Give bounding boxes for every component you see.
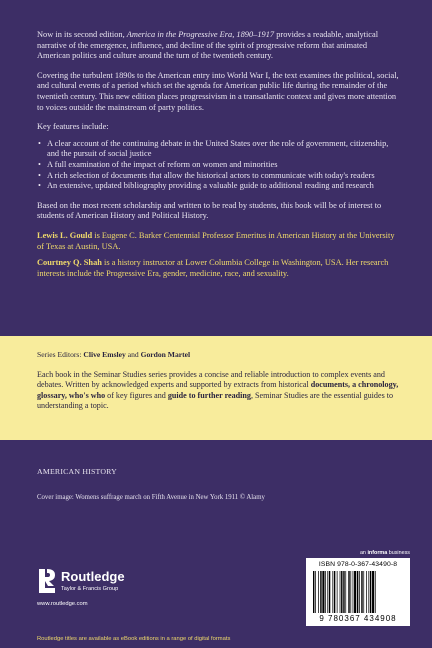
- features-list: [37, 139, 399, 192]
- barcode-box: [306, 558, 410, 626]
- barcode-bar: [361, 571, 362, 613]
- publisher-url[interactable]: www.routledge.com: [37, 601, 88, 607]
- book-title: America in the Progressive Era, 1890–1917: [126, 30, 275, 39]
- barcode-bar: [372, 571, 374, 613]
- barcode-bar: [350, 571, 351, 613]
- series-description: Each book in the Seminar Studies series provides a concise and reliable introduction to complex events and debates. Written by acknowledged experts and supported by extracts from historical documents, a chronology, glossary, who's who of key figures and guide to further reading, Seminar Studies are the essential guides to understanding a topic.: [37, 370, 399, 410]
- series-band: [0, 336, 432, 440]
- barcode-bar: [315, 571, 316, 613]
- barcode-bar: [370, 571, 371, 613]
- barcode-bar: [322, 571, 324, 613]
- author-name: Courtney Q. Shah: [37, 258, 102, 268]
- barcode-bar: [332, 571, 333, 613]
- barcode-bar: [359, 571, 360, 613]
- intro-paragraph-2: Covering the turbulent 1890s to the American entry into World War I, the text examines the political, social, and cultural events of a period which set the agenda for American public life during the remainder of the twentieth century. This new edition places progressivism in a transatlantic context and gives more attention to voices outside the mainstream of party politics.: [37, 70, 399, 112]
- barcode-bar: [320, 571, 321, 613]
- barcode-bar: [348, 571, 349, 613]
- publisher-name: Routledge: [61, 569, 125, 584]
- routledge-mark-icon: [37, 568, 57, 594]
- list-item: • A rich selection of documents that allow the historical actors to communicate with today's readers: [37, 171, 399, 182]
- barcode-bar: [345, 571, 346, 613]
- barcode-bar: [325, 571, 326, 613]
- ebook-footnote: Routledge titles are available as eBook editions in a range of digital formats: [37, 636, 231, 642]
- cover-credit: Cover image: Womens suffrage march on Fifth Avenue in New York 1911 © Alamy: [37, 494, 265, 501]
- barcode-bar: [329, 571, 330, 613]
- barcode-bar: [337, 571, 338, 613]
- barcode-bar: [341, 571, 342, 613]
- list-item: • A clear account of the continuing debate in the United States over the role of government, citizenship, and the pursuit of social justice: [37, 139, 399, 160]
- routledge-logo: [37, 568, 177, 610]
- back-cover-bottom: [0, 440, 432, 648]
- barcode-bar: [327, 571, 328, 613]
- author-bio-2: Courtney Q. Shah is a history instructor at Lower Columbia College in Washington, USA. Her research interests include the Progressive Era, gender, medicine, race, and sexuality.: [37, 258, 389, 278]
- barcode-bar: [366, 571, 367, 613]
- author-bio-1: Lewis L. Gould is Eugene C. Barker Centennial Professor Emeritus in American History at the University of Texas at Austin, USA.: [37, 230, 395, 251]
- informa-tagline: an informa business: [359, 550, 410, 556]
- barcode-bar: [313, 571, 314, 613]
- blurb: [37, 30, 399, 285]
- isbn-text: ISBN 978-0-367-43490-8: [318, 561, 398, 568]
- barcode-bar: [353, 571, 354, 613]
- publisher-group: Taylor & Francis Group: [61, 586, 119, 592]
- barcode-number: 9 780367 434908: [319, 614, 397, 623]
- list-item: • A full examination of the impact of reform on women and minorities: [37, 160, 399, 171]
- barcode-bar: [368, 571, 369, 613]
- subject-category: AMERICAN HISTORY: [37, 467, 117, 476]
- barcode-icon: [312, 571, 404, 615]
- barcode-bar: [363, 571, 364, 613]
- barcode-bar: [334, 571, 335, 613]
- closing-paragraph: Based on the most recent scholarship and written to be read by students, this book will be of interest to students of American History and Political History.: [37, 200, 382, 221]
- author-name: Lewis L. Gould: [37, 230, 93, 240]
- barcode-bar: [375, 571, 376, 613]
- features-heading: Key features include:: [37, 122, 109, 132]
- barcode-bar: [340, 571, 341, 613]
- list-item: • An extensive, updated bibliography providing a valuable guide to additional reading and research: [37, 181, 399, 192]
- barcode-bar: [357, 571, 358, 613]
- series-editors: Series Editors: Clive Emsley and Gordon Martel: [37, 350, 191, 359]
- barcode-bar: [343, 571, 344, 613]
- intro-paragraph-1: Now in its second edition, America in the Progressive Era, 1890–1917 provides a readable, analytical narrative of the emergence, influence, and decline of the spirit of progressive reform that animated American politics and culture around the turn of the twentieth century.: [37, 30, 379, 61]
- barcode-bar: [318, 571, 319, 613]
- barcode-bar: [354, 571, 356, 613]
